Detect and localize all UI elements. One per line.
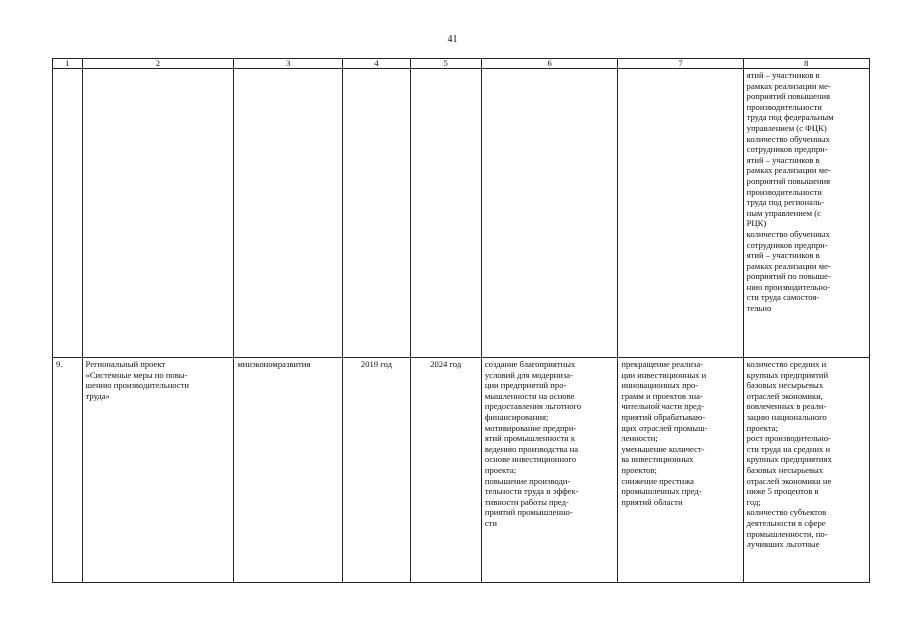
- cell-text: Региональный проект «Системные меры по повы- шению производительности труда»: [85, 359, 189, 401]
- column-header-1: 1: [53, 59, 83, 69]
- end-year-cell: [410, 358, 481, 583]
- row-number-cell: [53, 358, 83, 583]
- column-header-6: 6: [481, 59, 618, 69]
- cell-text: ятий – участников в рамках реализации ме- роприятий повышения производительности труда под федеральным управлением (с ФЦК) количество обученных сотрудников предпри- ятий – участников в рамках реализации ме- роприятий повышения производительности труда под региональ- ным управлением (с РЦК) количество обученных сотрудников предпри- ятий – участников в рамках реализации ме- роприятий по повыше- нию производительно- сти труда самостоя- тельно: [746, 70, 834, 314]
- column-header-4: 4: [343, 59, 410, 69]
- start-year-cell: [343, 358, 410, 583]
- table-row: [53, 358, 870, 583]
- end-year-cell: [410, 69, 481, 358]
- column-header-5: 5: [410, 59, 481, 69]
- responsible-cell: [234, 358, 343, 583]
- cell-text: количество средних и крупных предприятий базовых несырьевых отраслей экономики, вовлеченных в реали- зацию национального проекта; рост производительно- сти труда на средних и крупных предприятиях базовых несырьевых отраслей экономики не ниже 5 процентов в год; количество субъектов деятельности в сфере промышленности, по- лучивших льготные: [746, 359, 832, 550]
- consequences-cell: [618, 69, 743, 358]
- column-header-7: 7: [618, 59, 743, 69]
- indicators-cell: [743, 69, 869, 358]
- page-number: 41: [447, 34, 458, 45]
- project-name-cell: [82, 69, 234, 358]
- column-header-8: 8: [743, 59, 869, 69]
- cell-text: прекращение реализа- ции инвестиционных и инновационных про- грамм и проектов зна- чительной части пред- приятий обрабатываю- щих отраслей промыш- ленности; уменьшение количест- ва инвестиционных проектов; снижение престижа промышленных пред- приятий области: [621, 359, 708, 507]
- consequences-cell: [618, 358, 743, 583]
- column-header-row: [53, 59, 870, 69]
- start-year-cell: [343, 69, 410, 358]
- cell-text: 2019 год: [360, 359, 392, 369]
- indicators-cell: [743, 358, 869, 583]
- document-table: [52, 58, 870, 583]
- cell-text: 9.: [56, 359, 63, 369]
- column-header-2: 2: [82, 59, 234, 69]
- cell-text: создание благоприятных условий для модерниза- ции предприятий про- мышленности на основе предоставления льготного финансирования; мотивирование предпри- ятий промышленности к ведению производства на основе инвестиционного проекта; повышение производи- тельности труда и эффек- тивности работы пред- приятий промышленно- сти: [484, 359, 582, 528]
- column-header-3: 3: [234, 59, 343, 69]
- row-number-cell: [53, 69, 83, 358]
- responsible-cell: [234, 69, 343, 358]
- project-name-cell: [82, 358, 234, 583]
- cell-text: 2024 год: [430, 359, 462, 369]
- cell-text: минэкономразвития: [237, 359, 311, 369]
- results-cell: [481, 69, 618, 358]
- results-cell: [481, 358, 618, 583]
- table-row: [53, 69, 870, 358]
